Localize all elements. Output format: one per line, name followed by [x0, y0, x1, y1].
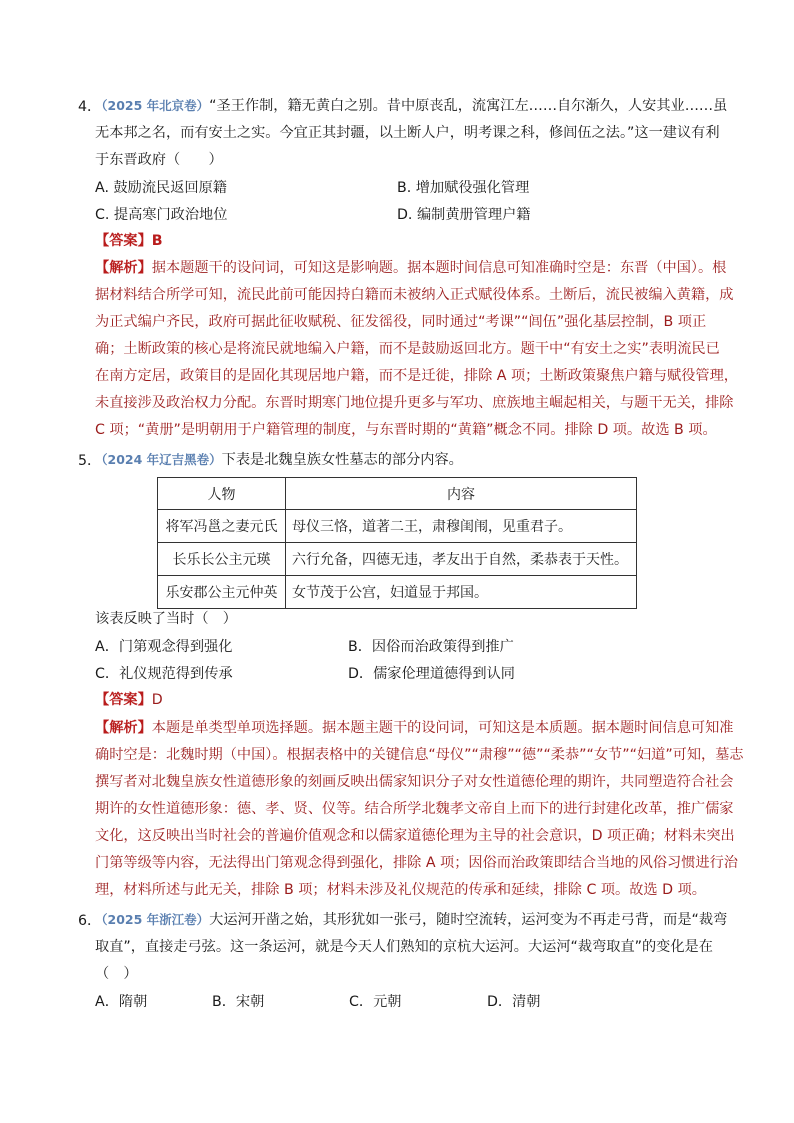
question-stem-line: “圣王作制，籍无黄白之别。昔中原丧乱，流寓江左……自尔渐久，人安其业……虽: [209, 98, 728, 114]
answer-tag: 【答案】: [95, 233, 152, 249]
analysis-line: 文化，这反映出当时社会的普遍价值观念和以儒家道德伦理为主导的社会意识，D 项正确；材料未突出: [95, 828, 735, 844]
table-cell: 女节茂于公宫，妇道显于邦国。: [286, 576, 637, 609]
analysis-line: 理，材料所述与此无关，排除 B 项；材料未涉及礼仪规范的传承和延续，排除 C 项。故选 D 项。: [95, 882, 706, 898]
question-number: 4．: [78, 99, 102, 115]
analysis-line: C 项；“黄册”是明朝用于户籍管理的制度，与东晋时期的“黄籍”概念不同。排除 D 项。故选 B 项。: [95, 422, 717, 438]
analysis-line: 本题是单类型单项选择题。据本题主题干的设问词，可知这是本质题。据本题时间信息可知准: [151, 720, 734, 736]
question-source: （2025 年北京卷）: [95, 98, 210, 113]
question-stem-line: 于东晋政府（ ）: [95, 152, 223, 168]
analysis-line: 为正式编户齐民，政府可据此征收赋税、征发徭役，同时通过“考课”“闾伍”强化基层控制，B 项正: [95, 314, 707, 330]
table-cell: 六行允备，四德无违，孝友出于自然，柔恭表于天性。: [286, 543, 637, 576]
option-a: A. 鼓励流民返回原籍: [95, 180, 227, 196]
analysis-line: 期许的女性道德形象：德、孝、贤、仪等。结合所学北魏孝文帝自上而下的进行封建化改革，推广儒家: [95, 801, 734, 817]
analysis-line: 在南方定居，政策目的是固化其现居地户籍，而不是迁徙，排除 A 项；土断政策聚焦户籍与赋役管理，: [95, 368, 738, 384]
option-d: D．清朝: [487, 994, 541, 1010]
table-cell: 将军冯邕之妻元氏: [158, 510, 286, 543]
answer-tag: 【答案】: [95, 692, 152, 708]
option-a: A．隋朝: [95, 994, 148, 1010]
answer-value: B: [151, 233, 163, 249]
table-header-cell: 内容: [286, 478, 637, 510]
question-prompt: 该表反映了当时（ ）: [95, 611, 237, 627]
answer-value: D: [151, 692, 163, 708]
table-cell: 乐安郡公主元仲英: [158, 576, 286, 609]
table-row: [158, 576, 637, 609]
analysis-line: 确时空是：北魏时期（中国）。根据表格中的关键信息“母仪”“肃穆”“德”“柔恭”“女节”“妇道”可知，墓志: [95, 747, 744, 763]
option-c: C．礼仪规范得到传承: [95, 666, 233, 682]
table-cell: 母仪三恪，道著二王，肃穆闺闱，见重君子。: [286, 510, 637, 543]
analysis-line: 门第等级等内容，无法得出门第观念得到强化，排除 A 项；因俗而治政策即结合当地的风俗习惯进行治: [95, 855, 738, 871]
table-row: [158, 543, 637, 576]
epitaph-table: [157, 477, 637, 609]
table-row: [158, 510, 637, 543]
question-stem-line: 下表是北魏皇族女性墓志的部分内容。: [221, 452, 463, 468]
answer-line: [95, 690, 163, 710]
analysis-line: 据本题题干的设问词，可知这是影响题。据本题时间信息可知准确时空是：东晋（中国）。根: [151, 260, 727, 276]
table-cell: 长乐长公主元瑛: [158, 543, 286, 576]
option-c: C. 提高寒门政治地位: [95, 207, 228, 223]
option-b: B. 增加赋役强化管理: [397, 180, 530, 196]
table-header-cell: 人物: [158, 478, 286, 510]
question-source: （2024 年辽吉黑卷）: [95, 452, 222, 467]
analysis-line: 确；土断政策的核心是将流民就地编入户籍，而不是鼓励返回北方。题干中“有安土之实”表明流民已: [95, 341, 720, 357]
question-stem-line: 无本邦之名，而有安土之实。今宜正其封疆，以土断人户，明考课之科，修闾伍之法。”这一建议有利: [95, 125, 720, 141]
question-number: 6．: [78, 913, 102, 929]
table-header-row: [158, 478, 637, 510]
question-number: 5．: [78, 453, 102, 469]
option-a: A．门第观念得到强化: [95, 639, 233, 655]
answer-line: [95, 231, 163, 251]
question-stem-line: 大运河开凿之始，其形犹如一张弓，随时空流转，运河变为不再走弓背，而是“裁弯: [209, 912, 728, 928]
option-d: D．儒家伦理道德得到认同: [348, 666, 515, 682]
option-b: B．因俗而治政策得到推广: [348, 639, 514, 655]
analysis-tag: 【解析】: [95, 720, 152, 736]
option-d: D. 编制黄册管理户籍: [397, 207, 531, 223]
option-b: B．宋朝: [212, 994, 265, 1010]
analysis-line: 据材料结合所学可知，流民此前可能因持白籍而未被纳入正式赋役体系。土断后，流民被编入黄籍，成: [95, 287, 734, 303]
option-c: C．元朝: [349, 994, 402, 1010]
analysis-tag: 【解析】: [95, 260, 152, 276]
question-stem-line: （ ）: [95, 966, 138, 982]
question-source: （2025 年浙江卷）: [95, 912, 210, 927]
analysis-line: 未直接涉及政治权力分配。东晋时期寒门地位提升更多与军功、庶族地主崛起相关，与题干无关，排除: [95, 395, 734, 411]
analysis-line: 撰写者对北魏皇族女性道德形象的刻画反映出儒家知识分子对女性道德伦理的期许，共同塑造符合社会: [95, 774, 734, 790]
question-stem-line: 取直”，直接走弓弦。这一条运河，就是今天人们熟知的京杭大运河。大运河“裁弯取直”的变化是在: [95, 939, 713, 955]
